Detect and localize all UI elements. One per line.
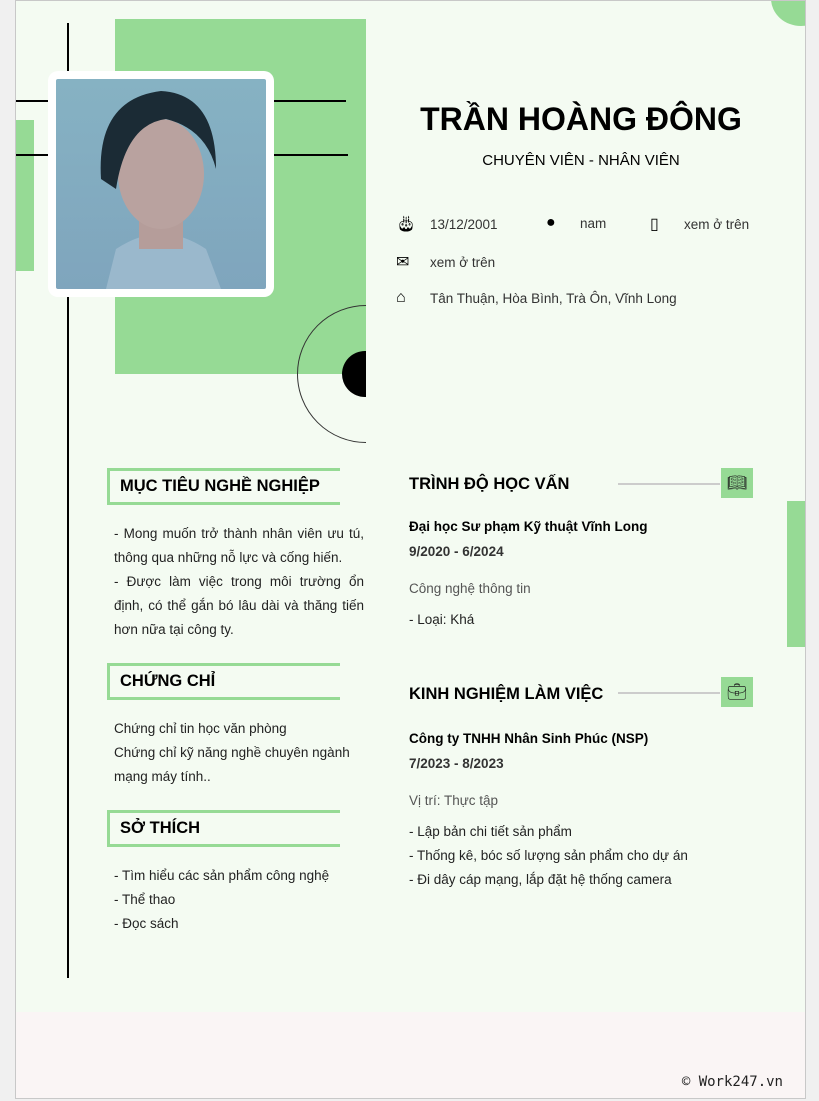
book-icon: 📖︎	[721, 468, 753, 498]
footer	[16, 1012, 805, 1098]
copyright[interactable]: © Work247.vn	[681, 1074, 783, 1090]
school-name: Đại học Sư phạm Kỹ thuật Vĩnh Long	[409, 519, 648, 534]
person-icon: ●	[546, 214, 556, 231]
hobby-item: - Thể thao	[114, 892, 176, 907]
candidate-role: CHUYÊN VIÊN - NHÂN VIÊN	[482, 152, 680, 169]
circle-dot	[342, 351, 388, 397]
objective-line: - Được làm việc trong môi trường ổn định, có thể gắn bó lâu dài và thăng tiến hơn nữa tại công ty.	[114, 574, 364, 637]
objective-heading: MỤC TIÊU NGHỀ NGHIỆP	[107, 468, 340, 505]
birthday-cake-icon: 🎂︎	[396, 216, 417, 233]
experience-heading: KINH NGHIỆM LÀM VIỆC	[409, 685, 604, 703]
corner-circle	[771, 0, 806, 26]
hobby-item: - Tìm hiểu các sản phẩm công nghệ	[114, 868, 330, 883]
tasks	[409, 820, 688, 892]
email-icon: ✉	[396, 254, 410, 271]
hobby-item: - Đọc sách	[114, 916, 179, 931]
objective-line: - Mong muốn trở thành nhân viên ưu tú, thông qua những nỗ lực và cống hiến.	[114, 526, 364, 565]
divider	[618, 483, 720, 485]
phone: xem ở trên	[684, 216, 750, 232]
home-icon: ⌂	[396, 289, 406, 306]
task-item: - Đi dây cáp mạng, lắp đặt hệ thống camera	[409, 872, 672, 887]
task-item: - Thống kê, bóc số lượng sản phẩm cho dự án	[409, 848, 688, 863]
certificate-item: Chứng chỉ tin học văn phòng	[114, 721, 287, 736]
hobbies-text	[114, 864, 369, 936]
birthday: 13/12/2001	[430, 216, 498, 232]
phone-icon: ▯	[650, 216, 659, 233]
major: Công nghệ thông tin	[409, 581, 531, 596]
position: Vị trí: Thực tập	[409, 793, 499, 808]
experience-period: 7/2023 - 8/2023	[409, 756, 504, 771]
avatar-icon	[56, 79, 266, 289]
company-name: Công ty TNHH Nhân Sinh Phúc (NSP)	[409, 731, 649, 746]
green-strip-right	[787, 501, 805, 647]
green-strip-left	[16, 120, 34, 271]
circle-outline	[297, 305, 435, 443]
task-item: - Lập bản chi tiết sản phẩm	[409, 824, 572, 839]
divider	[618, 692, 720, 694]
candidate-name: TRẦN HOÀNG ĐÔNG	[420, 101, 742, 137]
education-period: 9/2020 - 6/2024	[409, 544, 504, 559]
certificates-heading: CHỨNG CHỈ	[107, 663, 340, 700]
certificate-item: Chứng chỉ kỹ năng nghề chuyên ngành mạng máy tính..	[114, 745, 350, 784]
cv-page	[15, 0, 806, 1099]
grade: - Loại: Khá	[409, 612, 475, 627]
briefcase-icon: 💼︎	[721, 677, 753, 707]
education-heading: TRÌNH ĐỘ HỌC VẤN	[409, 475, 570, 493]
hobbies-heading: SỞ THÍCH	[107, 810, 340, 847]
objective-text	[114, 522, 364, 642]
address: Tân Thuận, Hòa Bình, Trà Ôn, Vĩnh Long	[430, 290, 677, 306]
gender: nam	[580, 215, 607, 231]
email: xem ở trên	[430, 254, 496, 270]
certificates-text	[114, 717, 369, 789]
profile-photo	[48, 71, 274, 297]
